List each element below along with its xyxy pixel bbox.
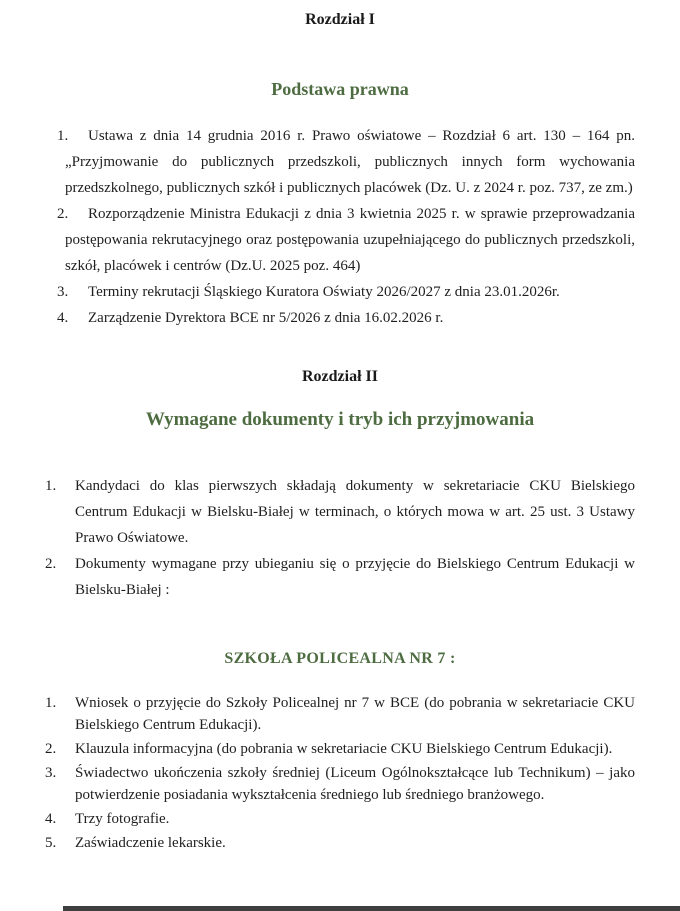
list-item-number: 3. [45,765,57,781]
list-item-text: Ustawa z dnia 14 grudnia 2016 r. Prawo oświatowe – Rozdział 6 art. 130 – 164 pn. „Przyjmowanie do publicznych przedszkoli, publicznych innych form wychowania przedszkolnego, publicznych szkół i publicznych placówek (Dz. U. z 2024 r. poz. 737, ze zm.) [65,128,635,196]
list-item [57,279,635,305]
list-item-text: Trzy fotografie. [75,811,170,827]
list-item-number: 4. [45,811,57,827]
list-item [45,551,635,603]
list-item-text: Rozporządzenie Ministra Edukacji z dnia 3 kwietnia 2025 r. w sprawie przeprowadzania postępowania rekrutacyjnego oraz postępowania uzupełniającego do publicznych przedszkoli, szkół, placówek i centrów (Dz.U. 2025 poz. 464) [65,206,635,274]
list-item [45,808,635,830]
list-item-text: Dokumenty wymagane przy ubieganiu się o przyjęcie do Bielskiego Centrum Edukacji w Bielsku-Białej : [75,556,635,598]
list-item [45,738,635,760]
list-item [57,123,635,201]
list-item-text: Zaświadczenie lekarskie. [75,835,226,851]
list-item [45,762,635,806]
document-page [0,11,680,911]
required-documents-heading: Wymagane dokumenty i tryb ich przyjmowania [145,409,535,430]
legal-basis-heading: Podstawa prawna [271,79,409,99]
list-item-number: 1. [57,128,69,144]
list-item-number: 5. [45,835,57,851]
list-item-text: Terminy rekrutacji Śląskiego Kuratora Oświaty 2026/2027 z dnia 23.01.2026r. [88,284,560,300]
list-item-number: 2. [45,556,57,572]
list-item-number: 4. [57,310,69,326]
list-item-text: Klauzula informacyjna (do pobrania w sekretariacie CKU Bielskiego Centrum Edukacji). [75,741,613,757]
list-item [57,201,635,279]
chapter-2-heading: Rozdział II [302,368,378,385]
list-item-text: Świadectwo ukończenia szkoły średniej (Liceum Ogólnokształcące lub Technikum) – jako potwierdzenie posiadania wykształcenia średniego lub średniego branżowego. [75,765,635,803]
list-item-text: Kandydaci do klas pierwszych składają dokumenty w sekretariacie CKU Bielskiego Centrum Edukacji w Bielsku-Białej w terminach, o których mowa w art. 25 ust. 3 Ustawy Prawo Oświatowe. [75,478,635,546]
list-item [45,692,635,736]
list-item-text: Zarządzenie Dyrektora BCE nr 5/2026 z dnia 16.02.2026 r. [88,310,444,326]
list-item-number: 1. [45,695,57,711]
page-bottom-bar [63,906,680,911]
list-item [45,473,635,551]
list-item-number: 1. [45,478,57,494]
list-item-number: 2. [57,206,69,222]
school-documents-list [0,692,680,854]
school-policealna-heading: SZKOŁA POLICEALNA NR 7 : [224,650,456,667]
documents-rules-list [0,473,680,603]
chapter-1-heading: Rozdział I [305,11,375,28]
list-item [57,305,635,331]
list-item-text: Wniosek o przyjęcie do Szkoły Policealnej nr 7 w BCE (do pobrania w sekretariacie CKU Bielskiego Centrum Edukacji). [75,695,635,733]
list-item-number: 2. [45,741,57,757]
legal-basis-list [0,123,680,331]
list-item-number: 3. [57,284,69,300]
list-item [45,832,635,854]
